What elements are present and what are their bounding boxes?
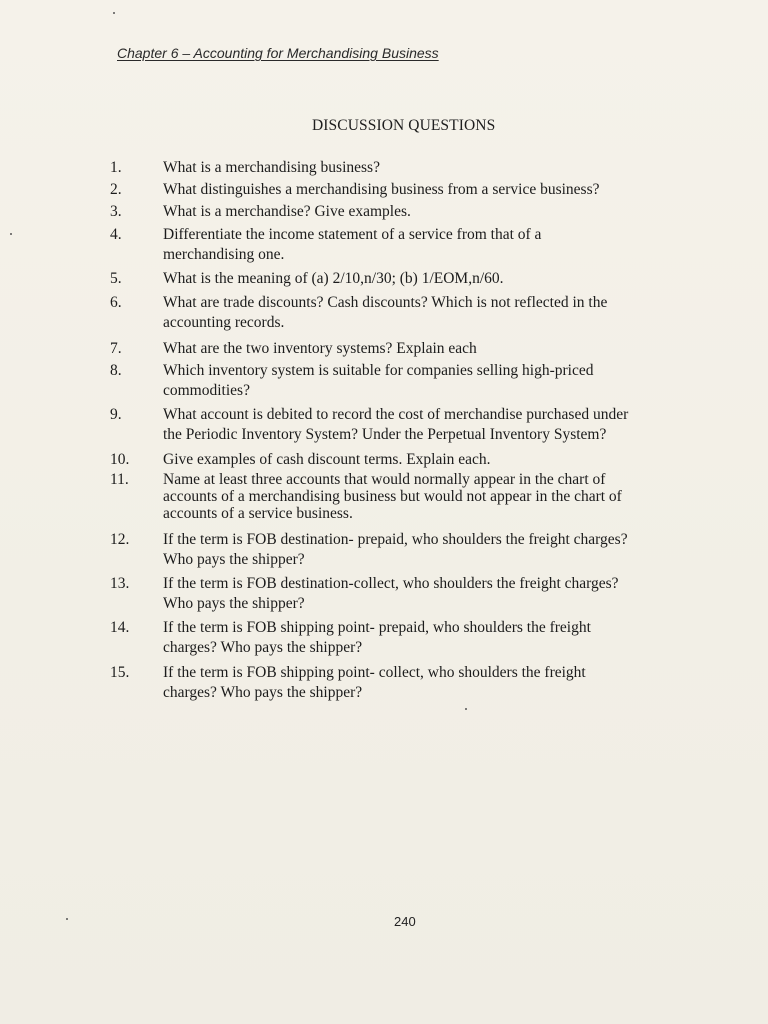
question-number: 13.: [110, 575, 130, 592]
question-number: 1.: [110, 159, 122, 176]
question-text: [163, 293, 723, 333]
question-number: 4.: [110, 226, 122, 243]
question-text: [163, 361, 723, 401]
question-number: 12.: [110, 531, 130, 548]
question-line: What distinguishes a merchandising business from a service business?: [163, 181, 600, 198]
question-number: 15.: [110, 664, 130, 681]
question-line: Who pays the shipper?: [163, 595, 305, 612]
question-text: [163, 269, 723, 289]
question-number: 2.: [110, 181, 122, 198]
question-line: Differentiate the income statement of a service from that of a: [163, 226, 542, 243]
question-line: What are the two inventory systems? Explain each: [163, 340, 477, 357]
question-line: If the term is FOB destination-collect, who shoulders the freight charges?: [163, 575, 619, 592]
question-line: Name at least three accounts that would normally appear in the chart of: [163, 471, 606, 488]
paper-speck: [113, 12, 115, 14]
question-text: [163, 202, 723, 222]
question-line: accounts of a merchandising business but would not appear in the chart of: [163, 488, 622, 505]
question-line: If the term is FOB shipping point- prepaid, who shoulders the freight: [163, 619, 591, 636]
section-title: DISCUSSION QUESTIONS: [312, 117, 496, 134]
paper-speck: [465, 708, 467, 710]
question-number: 6.: [110, 294, 122, 311]
question-line: If the term is FOB shipping point- collect, who shoulders the freight: [163, 664, 586, 681]
question-line: What is a merchandising business?: [163, 159, 380, 176]
question-line: What is a merchandise? Give examples.: [163, 203, 411, 220]
question-text: [163, 450, 723, 470]
question-line: Which inventory system is suitable for companies selling high-priced: [163, 362, 594, 379]
question-line: the Periodic Inventory System? Under the Perpetual Inventory System?: [163, 426, 607, 443]
question-number: 14.: [110, 619, 130, 636]
question-text: [163, 663, 723, 703]
paper-speck: [10, 233, 12, 235]
question-text: [163, 471, 723, 522]
question-line: merchandising one.: [163, 246, 285, 263]
question-line: What is the meaning of (a) 2/10,n/30; (b) 1/EOM,n/60.: [163, 270, 504, 287]
question-number: 10.: [110, 451, 130, 468]
question-number: 8.: [110, 362, 122, 379]
question-line: Give examples of cash discount terms. Explain each.: [163, 451, 491, 468]
question-number: 3.: [110, 203, 122, 220]
question-line: Who pays the shipper?: [163, 551, 305, 568]
paper-speck: [66, 918, 68, 920]
question-number: 5.: [110, 270, 122, 287]
question-line: accounts of a service business.: [163, 505, 353, 522]
question-text: [163, 339, 723, 359]
question-number: 7.: [110, 340, 122, 357]
chapter-header: Chapter 6 – Accounting for Merchandising Business: [117, 45, 439, 61]
question-line: What are trade discounts? Cash discounts? Which is not reflected in the: [163, 294, 608, 311]
question-text: [163, 225, 723, 265]
question-line: If the term is FOB destination- prepaid, who shoulders the freight charges?: [163, 531, 628, 548]
question-text: [163, 530, 723, 570]
question-text: [163, 180, 723, 200]
question-text: [163, 158, 723, 178]
question-line: charges? Who pays the shipper?: [163, 684, 363, 701]
question-number: 9.: [110, 406, 122, 423]
page-number: 240: [394, 914, 416, 929]
question-line: accounting records.: [163, 314, 285, 331]
question-text: [163, 405, 723, 445]
question-line: What account is debited to record the cost of merchandise purchased under: [163, 406, 629, 423]
question-line: commodities?: [163, 382, 250, 399]
question-text: [163, 574, 723, 614]
question-line: charges? Who pays the shipper?: [163, 639, 363, 656]
question-number: 11.: [110, 471, 129, 488]
question-text: [163, 618, 723, 658]
